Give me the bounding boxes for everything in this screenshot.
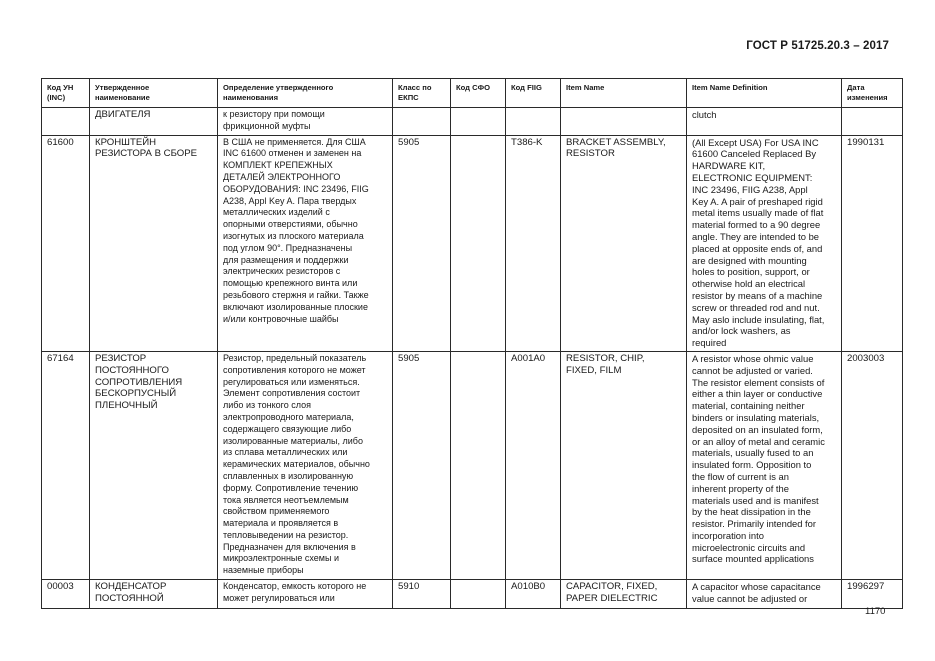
cell-ekps-class: 5905 (393, 351, 451, 579)
col-header-ekps-class: Класс по ЕКПС (393, 79, 451, 108)
cell-change-date: 1990131 (842, 135, 903, 351)
cell-change-date: 2003003 (842, 351, 903, 579)
document-title: ГОСТ Р 51725.20.3 – 2017 (746, 40, 889, 52)
col-header-fiig-code: Код FIIG (506, 79, 561, 108)
cell-ekps-class: 5905 (393, 135, 451, 351)
cell-approved-definition: Резистор, предельный показатель сопротивления которого не может регулироваться или изменяться. Элемент сопротивления состоит либо из тонкого слоя электропроводного материала, содержащего связующие либо изолированные материалы, либо из сплава металлических или керамических материалов, обычно сплавленных в изолированную форму. Сопротивление течению тока является неотъемлемым свойством применяемого материала и проявляется в тепловыведении на резистор. Предназначен для включения в микроэлектронные схемы и наземные приборы (218, 351, 393, 579)
col-header-approved-definition: Определение утвержденного наименования (218, 79, 393, 108)
col-header-approved-name: Утвержденное наименование (90, 79, 218, 108)
cell-fiig-code (506, 108, 561, 136)
table-row (42, 108, 903, 136)
cell-item-name (561, 108, 687, 136)
table-row (42, 135, 903, 351)
col-header-item-name: Item Name (561, 79, 687, 108)
col-header-inc: Код УН (INC) (42, 79, 90, 108)
cell-approved-name: РЕЗИСТОР ПОСТОЯННОГО СОПРОТИВЛЕНИЯ БЕСКОРПУСНЫЙ ПЛЕНОЧНЫЙ (90, 351, 218, 579)
cell-sfo-code (451, 135, 506, 351)
cell-approved-name: ДВИГАТЕЛЯ (90, 108, 218, 136)
cell-item-name-definition: A resistor whose ohmic value cannot be adjusted or varied. The resistor element consists of either a thin layer or conductive material, containing neither binders or insulating materials, deposited on an insulated form, or an alloy of metal and ceramic materials, usually fused to an insulated form. Opposition to the flow of current is an inherent property of the materials used and is manifest by the heat dissipation in the resistor. Primarily intended for incorporation into microelectronic circuits and surface mounted applications (687, 351, 842, 579)
col-header-change-date: Дата изменения (842, 79, 903, 108)
table-row (42, 351, 903, 579)
cell-item-name-definition: A capacitor whose capacitance value cannot be adjusted or (687, 580, 842, 609)
cell-fiig-code: A010B0 (506, 580, 561, 609)
cell-change-date (842, 108, 903, 136)
cell-approved-definition: Конденсатор, емкость которого не может регулироваться или (218, 580, 393, 609)
cell-item-name: RESISTOR, CHIP, FIXED, FILM (561, 351, 687, 579)
cell-approved-name: КРОНШТЕЙН РЕЗИСТОРА В СБОРЕ (90, 135, 218, 351)
cell-approved-name: КОНДЕНСАТОР ПОСТОЯННОЙ (90, 580, 218, 609)
cell-inc: 00003 (42, 580, 90, 609)
cell-item-name-definition: clutch (687, 108, 842, 136)
col-header-sfo-code: Код СФО (451, 79, 506, 108)
cell-fiig-code: T386-K (506, 135, 561, 351)
cell-approved-definition: В США не применяется. Для США INC 61600 отменен и заменен на КОМПЛЕКТ КРЕПЕЖНЫХ ДЕТАЛЕЙ ЭЛЕКТРОННОГО ОБОРУДОВАНИЯ: INC 23496, FIIG A238, Appl Key A. Пара твердых металлических изделий с опорными отверстиями, обычно изогнутых из плоского материала под углом 90°. Предназначены для размещения и поддержки электрических резисторов с помощью крепежного винта или резьбового стержня и гайки. Также включают изолированные плоские и/или контровочные шайбы (218, 135, 393, 351)
items-table (41, 78, 903, 609)
cell-inc: 67164 (42, 351, 90, 579)
page-number: 1170 (865, 606, 886, 617)
cell-inc: 61600 (42, 135, 90, 351)
cell-fiig-code: A001A0 (506, 351, 561, 579)
table-header-row (42, 79, 903, 108)
table-row (42, 580, 903, 609)
cell-sfo-code (451, 580, 506, 609)
cell-item-name: CAPACITOR, FIXED, PAPER DIELECTRIC (561, 580, 687, 609)
cell-item-name: BRACKET ASSEMBLY, RESISTOR (561, 135, 687, 351)
cell-approved-definition: к резистору при помощи фрикционной муфты (218, 108, 393, 136)
cell-item-name-definition: (All Except USA) For USA INC 61600 Canceled Replaced By HARDWARE KIT, ELECTRONIC EQUIPMENT: INC 23496, FIIG A238, Appl Key A. A pair of preshaped rigid metal items usually made of flat material formed to a 90 degree angle. They are intended to be placed at opposite ends of, and are designed with mounting holes to position, support, or otherwise hold an electrical resistor by means of a machine screw or threaded rod and nut. May aslo include insulating, flat, and/or lock washers, as required (687, 135, 842, 351)
cell-ekps-class: 5910 (393, 580, 451, 609)
cell-sfo-code (451, 108, 506, 136)
cell-inc (42, 108, 90, 136)
cell-ekps-class (393, 108, 451, 136)
cell-sfo-code (451, 351, 506, 579)
col-header-item-name-definition: Item Name Definition (687, 79, 842, 108)
cell-change-date: 1996297 (842, 580, 903, 609)
